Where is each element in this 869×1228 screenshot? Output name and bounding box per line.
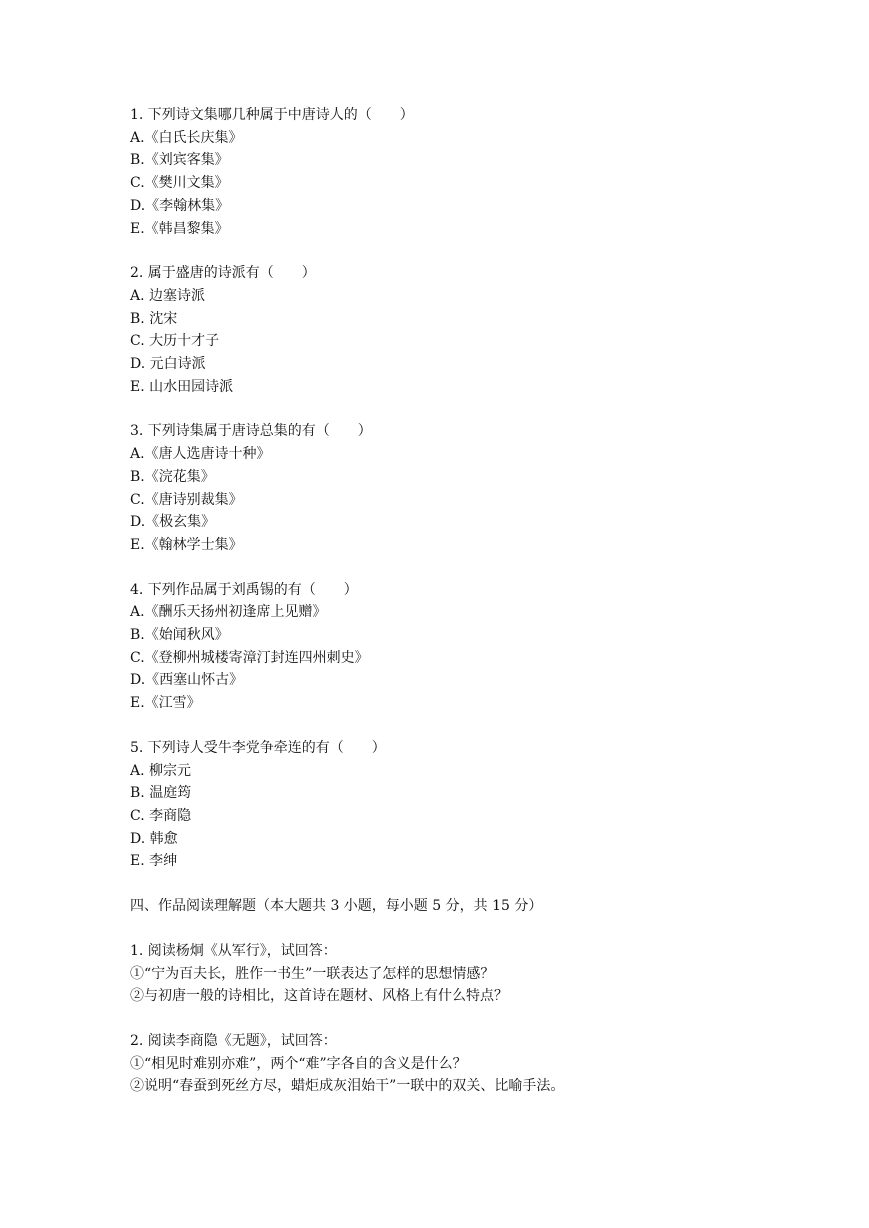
option-a: A. 边塞诗派 [130, 287, 206, 304]
option-a: A.《酬乐天扬州初逢席上见赠》 [130, 604, 327, 621]
option-d: D.《李翰林集》 [130, 197, 230, 214]
option-b: B. 温庭筠 [130, 785, 192, 802]
question-2 [130, 262, 810, 398]
option-e: E.《韩昌黎集》 [130, 220, 229, 237]
option-a: A.《白氏长庆集》 [130, 129, 243, 146]
option-b: B.《浣花集》 [130, 468, 215, 485]
sub-question-1: ①“相见时难别亦难”，两个“难”字各自的含义是什么？ [130, 1055, 467, 1072]
reading-stem: 2. 阅读李商隐《无题》，试回答： [130, 1032, 337, 1049]
section-title: 四、作品阅读理解题（本大题共 3 小题，每小题 5 分，共 15 分） [130, 898, 543, 915]
option-d: D.《西塞山怀古》 [130, 672, 244, 689]
option-e: E. 山水田园诗派 [130, 378, 234, 395]
option-b: B. 沈宋 [130, 310, 178, 327]
option-e: E.《翰林学士集》 [130, 536, 243, 553]
option-c: C.《唐诗别裁集》 [130, 491, 243, 508]
option-d: D. 元白诗派 [130, 356, 206, 373]
question-4 [130, 579, 810, 715]
document-page [130, 104, 810, 1120]
question-stem: 1. 下列诗文集哪几种属于中唐诗人的（ ） [130, 107, 414, 123]
question-5 [130, 737, 810, 873]
option-a: A. 柳宗元 [130, 762, 192, 779]
option-d: D. 韩愈 [130, 830, 178, 847]
reading-question-1 [130, 940, 810, 1008]
option-c: C. 李商隐 [130, 807, 192, 824]
option-c: C.《登柳州城楼寄漳汀封连四州刺史》 [130, 649, 369, 666]
sub-question-2: ②与初唐一般的诗相比，这首诗在题材、风格上有什么特点？ [130, 988, 508, 1005]
question-1 [130, 104, 810, 240]
reading-stem: 1. 阅读杨炯《从军行》，试回答： [130, 942, 337, 959]
option-a: A.《唐人选唐诗十种》 [130, 446, 271, 463]
option-e: E. 李绅 [130, 853, 178, 870]
question-stem: 3. 下列诗集属于唐诗总集的有（ ） [130, 423, 372, 440]
option-b: B.《始闻秋风》 [130, 627, 229, 644]
option-c: C.《樊川文集》 [130, 175, 229, 192]
question-stem: 2. 属于盛唐的诗派有（ ） [130, 265, 316, 282]
option-b: B.《刘宾客集》 [130, 152, 229, 169]
question-3 [130, 420, 810, 556]
option-d: D.《极玄集》 [130, 514, 216, 531]
sub-question-1: ①“宁为百夫长，胜作一书生”一联表达了怎样的思想情感？ [130, 965, 495, 982]
option-c: C. 大历十才子 [130, 333, 220, 350]
reading-question-2 [130, 1030, 810, 1098]
option-e: E.《江雪》 [130, 695, 201, 712]
question-stem: 5. 下列诗人受牛李党争牵连的有（ ） [130, 739, 386, 756]
question-stem: 4. 下列作品属于刘禹锡的有（ ） [130, 581, 358, 598]
sub-question-2: ②说明“春蚕到死丝方尽，蜡炬成灰泪始干”一联中的双关、比喻手法。 [130, 1078, 565, 1095]
